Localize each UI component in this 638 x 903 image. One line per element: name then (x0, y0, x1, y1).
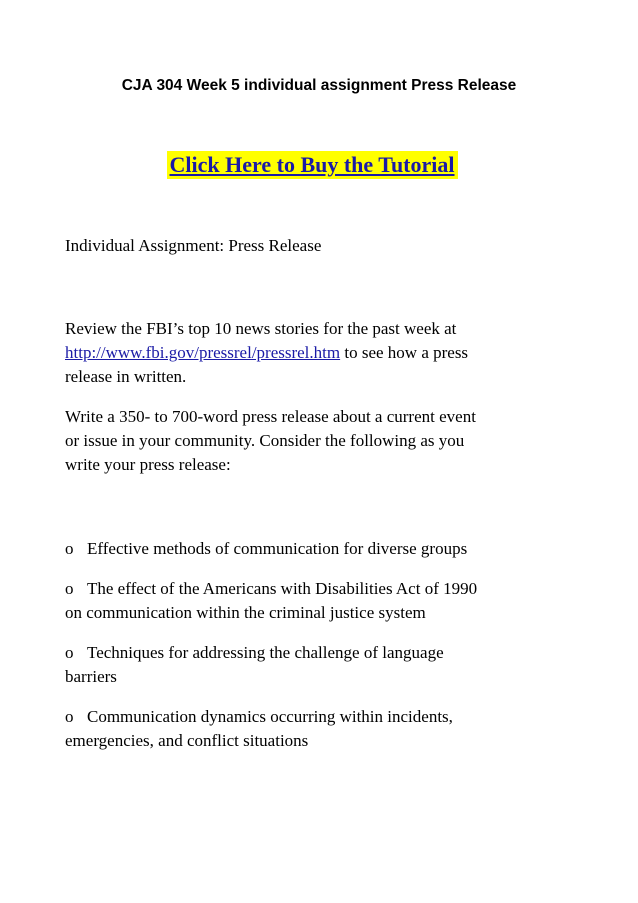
write-line-1: Write a 350- to 700-word press release about a current event (65, 407, 476, 426)
list-item-text-continued: emergencies, and conflict situations (65, 731, 309, 750)
review-paragraph (65, 317, 565, 389)
document-title: CJA 304 Week 5 individual assignment Press Release (121, 77, 517, 94)
list-item-text-continued: on communication within the criminal justice system (65, 603, 426, 622)
review-line-3: release in written. (65, 367, 187, 386)
list-item-text: Communication dynamics occurring within incidents, (87, 707, 453, 726)
list-item (65, 705, 575, 753)
list-item-text: Effective methods of communication for diverse groups (87, 539, 468, 558)
list-item (65, 577, 575, 625)
list-item-text-continued: barriers (65, 667, 117, 686)
fbi-press-link[interactable]: http://www.fbi.gov/pressrel/pressrel.htm (65, 343, 341, 362)
write-line-2: or issue in your community. Consider the following as you (65, 431, 465, 450)
list-item-text: The effect of the Americans with Disabilities Act of 1990 (87, 579, 478, 598)
list-item-text: Techniques for addressing the challenge of language (87, 643, 444, 662)
assignment-heading: Individual Assignment: Press Release (65, 236, 322, 255)
considerations-list (65, 537, 575, 769)
buy-tutorial-link[interactable]: Click Here to Buy the Tutorial (167, 151, 458, 179)
list-item (65, 641, 575, 689)
review-line-2-tail: to see how a press (340, 343, 469, 362)
bullet-marker: o (65, 579, 74, 598)
buy-link-container (0, 151, 631, 179)
bullet-marker: o (65, 707, 74, 726)
bullet-marker: o (65, 539, 74, 558)
list-item (65, 537, 575, 561)
bullet-marker: o (65, 643, 74, 662)
write-line-3: write your press release: (65, 455, 231, 474)
review-line-1: Review the FBI’s top 10 news stories for the past week at (65, 319, 457, 338)
write-paragraph (65, 405, 565, 477)
